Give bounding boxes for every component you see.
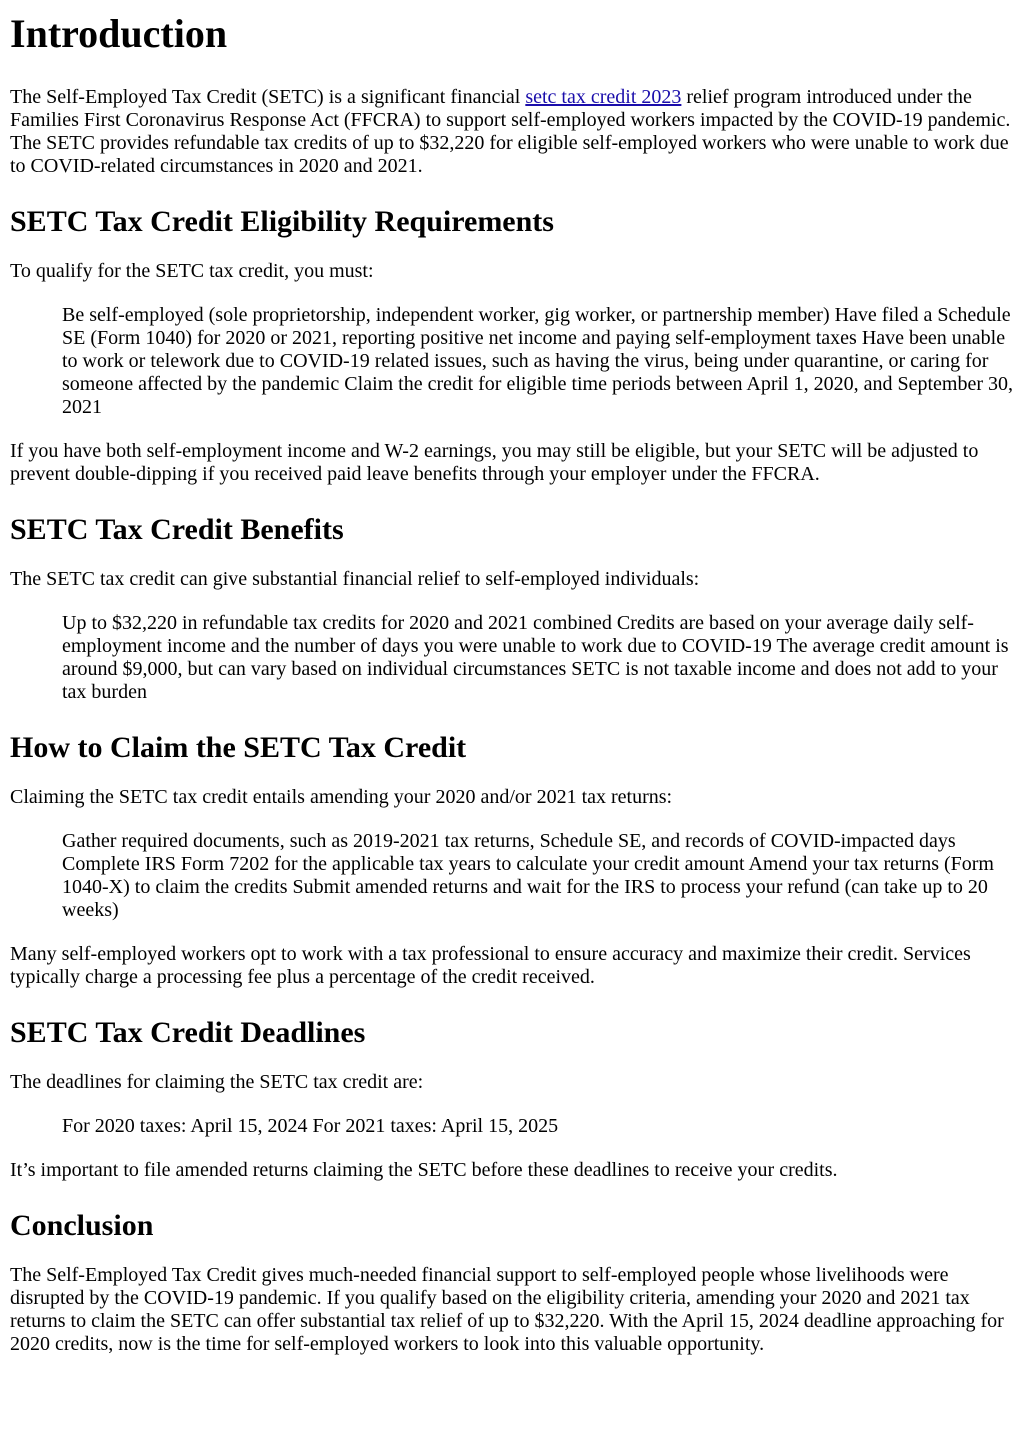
benefits-heading: SETC Tax Credit Benefits [10, 513, 344, 546]
deadlines-quote: For 2020 taxes: April 15, 2024 For 2021 taxes: April 15, 2025 [62, 1115, 559, 1137]
intro-text-start: The Self-Employed Tax Credit (SETC) is a significant financial [10, 86, 526, 108]
setc-tax-credit-link[interactable]: setc tax credit 2023 [525, 86, 682, 108]
deadlines-lead: The deadlines for claiming the SETC tax credit are: [10, 1071, 424, 1093]
claim-heading: How to Claim the SETC Tax Credit [10, 731, 467, 764]
eligibility-note: If you have both self-employment income and W-2 earnings, you may still be eligible, but your SETC will be adjusted to prevent double-dipping if you received paid leave benefits through your employer under the FFCRA. [10, 440, 979, 485]
benefits-lead: The SETC tax credit can give substantial financial relief to self-employed individuals: [10, 568, 700, 590]
conclusion-paragraph: The Self-Employed Tax Credit gives much-needed financial support to self-employed people whose livelihoods were disrupted by the COVID-19 pandemic. If you qualify based on the eligibility criteria, amending your 2020 and 2021 tax returns to claim the SETC can offer substantial tax relief of up to $32,220. With the April 15, 2024 deadline approaching for 2020 credits, now is the time for self-employed workers to look into this valuable opportunity. [10, 1264, 1004, 1355]
deadlines-heading: SETC Tax Credit Deadlines [10, 1016, 366, 1049]
claim-lead: Claiming the SETC tax credit entails amending your 2020 and/or 2021 tax returns: [10, 786, 673, 808]
intro-heading: Introduction [10, 11, 228, 56]
intro-paragraph [10, 86, 1014, 178]
benefits-quote: Up to $32,220 in refundable tax credits for 2020 and 2021 combined Credits are based on your average daily self-employment income and the number of days you were unable to work due to COVID-19 The average credit amount is around $9,000, but can vary based on individual circumstances SETC is not taxable income and does not add to your tax burden [62, 612, 1009, 703]
claim-note: Many self-employed workers opt to work with a tax professional to ensure accuracy and maximize their credit. Services typically charge a processing fee plus a percentage of the credit received. [10, 943, 971, 988]
eligibility-requirements-quote: Be self-employed (sole proprietorship, independent worker, gig worker, or partnership member) Have filed a Schedule SE (Form 1040) for 2020 or 2021, reporting positive net income and paying self-employment taxes Have been unable to work or telework due to COVID-19 related issues, such as having the virus, being under quarantine, or caring for someone affected by the pandemic Claim the credit for eligible time periods between April 1, 2020, and September 30, 2021 [62, 304, 1014, 418]
deadlines-note: It’s important to file amended returns claiming the SETC before these deadlines to receive your credits. [10, 1159, 838, 1181]
conclusion-heading: Conclusion [10, 1209, 154, 1242]
claim-steps-quote: Gather required documents, such as 2019-2021 tax returns, Schedule SE, and records of COVID-impacted days Complete IRS Form 7202 for the applicable tax years to calculate your credit amount Amend your tax returns (Form 1040-X) to claim the credits Submit amended returns and wait for the IRS to process your refund (can take up to 20 weeks) [62, 830, 994, 921]
eligibility-lead: To qualify for the SETC tax credit, you must: [10, 260, 374, 282]
intro-text-end: relief program introduced under the Families First Coronavirus Response Act (FFCRA) to support self-employed workers impacted by the COVID-19 pandemic. The SETC provides refundable tax credits of up to $32,220 for eligible self-employed workers who were unable to work due to COVID-related circumstances in 2020 and 2021. [10, 86, 1011, 177]
eligibility-heading: SETC Tax Credit Eligibility Requirements [10, 205, 554, 238]
